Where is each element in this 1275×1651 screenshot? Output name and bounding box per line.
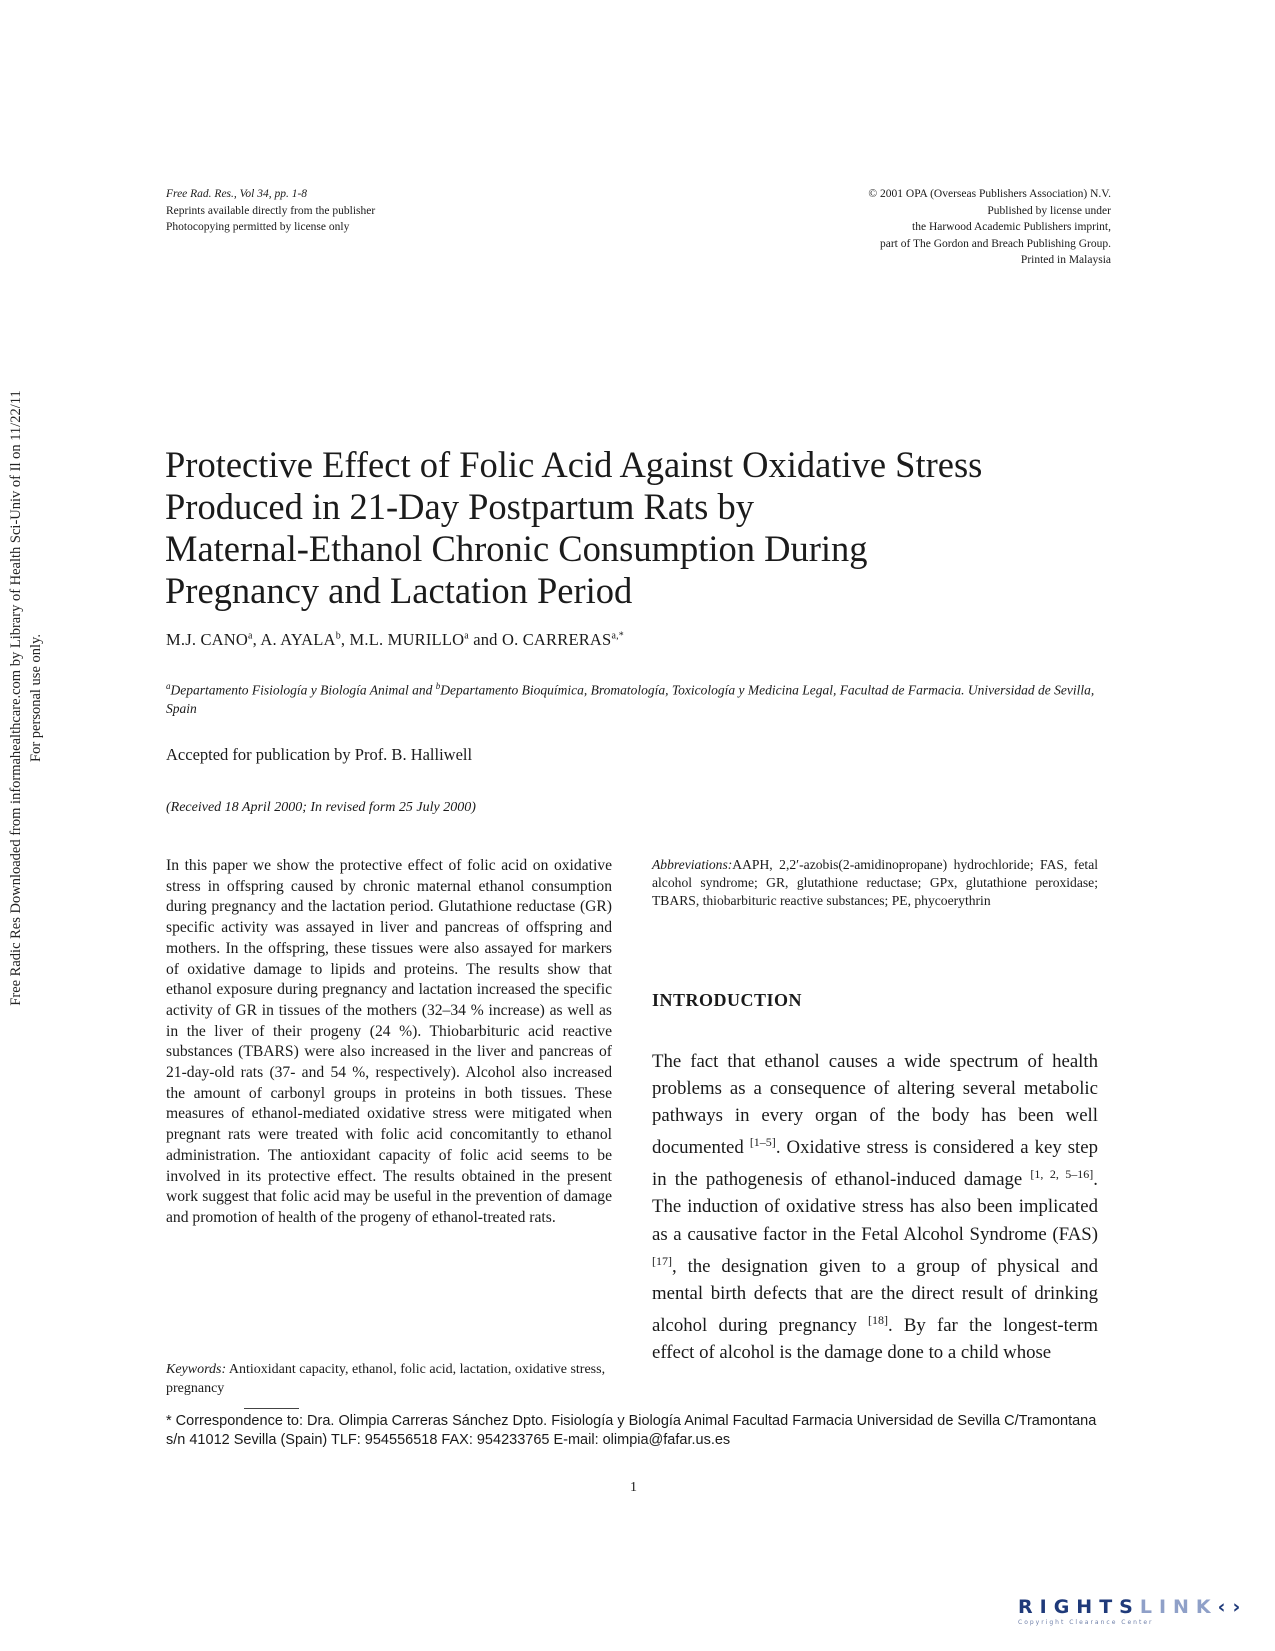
title-line: Pregnancy and Lactation Period <box>165 570 633 611</box>
intro-text: . The induction of oxidative stress has also been implicated as a causative factor in the Fetal Alcohol Syndrome (FAS) <box>652 1169 1098 1245</box>
author-affil-mark: a <box>248 630 253 642</box>
group-line: part of The Gordon and Breach Publishing Group. <box>879 237 1111 250</box>
rightslink-logo[interactable] <box>1018 1596 1248 1636</box>
citation: [17] <box>652 1253 672 1268</box>
copyright-line: © 2001 OPA (Overseas Publishers Association) N.V. <box>868 188 1111 200</box>
article-title <box>165 444 1125 612</box>
abbreviations-label: Abbreviations: <box>652 857 733 872</box>
download-line: Free Radic Res Downloaded from informahealthcare.com by Library of Health Sci-Univ of Il on 11/22/11 <box>8 390 24 1006</box>
abstract-text: In this paper we show the protective effect of folic acid on oxidative stress in offspring caused by chronic maternal ethanol consumption during pregnancy and the lactation period. Glutathione reductase (GR) specific activity was assayed in liver and pancreas of offspring and mothers. In the offspring, these tissues were also assayed for markers of oxidative damage to lipids and proteins. The results show that ethanol exposure during pregnancy and lactation increased the specific activity of GR in tissues of the mothers (32–34 % increase) as well as in the liver of their progeny (24 %). Thiobarbituric acid reactive substances (TBARS) were also increased in the liver and pancreas of 21-day-old rats (37- and 54 %, respectively). Alcohol also increased the amount of carbonyl groups in proteins in both tissues. These measures of ethanol-mediated oxidative stress were mitigated when pregnant rats were treated with folic acid concomitantly to ethanol administration. The antioxidant capacity of folic acid seems to be involved in its protective effect. The results obtained in the present work suggest that folic acid may be useful in the prevention of damage and promotion of health of the progeny of ethanol-treated rats. <box>166 857 612 1226</box>
introduction-heading: INTRODUCTION <box>652 990 803 1010</box>
author-affil-mark: a,* <box>611 630 624 642</box>
personal-use-line: For personal use only. <box>28 634 44 762</box>
photocopy-note: Photocopying permitted by license only <box>166 221 350 233</box>
author-name: O. CARRERAS <box>501 630 612 649</box>
author-separator: , <box>252 630 261 649</box>
author-separator: , <box>340 630 350 649</box>
license-line: Published by license under <box>987 204 1111 217</box>
download-watermark <box>6 178 78 1218</box>
introduction-text <box>652 1048 1098 1366</box>
abbreviations-text: AAPH, 2,2′-azobis(2-amidinopropane) hydrochloride; FAS, fetal alcohol syndrome; GR, glutathione reductase; GPx, glutathione peroxidase; TBARS, thiobarbituric reactive substances; PE, phycoerythrin <box>652 857 1098 908</box>
affil-mark: b <box>435 681 441 691</box>
affil-mark: a <box>166 681 171 691</box>
rightslink-wordmark <box>1018 1596 1248 1618</box>
printed-line: Printed in Malaysia <box>1020 254 1111 266</box>
keywords-label: Keywords: <box>166 1362 227 1377</box>
received-dates: (Received 18 April 2000; In revised form 25 July 2000) <box>166 800 476 815</box>
title-line: Produced in 21-Day Postpartum Rats by <box>165 486 755 527</box>
logo-rights: RIGHTS <box>1018 1596 1140 1618</box>
citation: [1, 2, 5–16] <box>1030 1167 1094 1182</box>
intro-text: , the designation given to a group of physical and mental birth defects that are the direct result of drinking alcohol during pregnancy <box>652 1255 1098 1336</box>
author-separator: and <box>468 630 502 649</box>
intro-text: . By far the longest-term effect of alcohol is the damage done to a child whose <box>652 1314 1099 1363</box>
keywords <box>166 1360 612 1398</box>
intro-text: The fact that ethanol causes a wide spectrum of health problems as a consequence of altering several metabolic pathways in every organ of the body has been well documented <box>652 1051 1098 1159</box>
author-affil-mark: a <box>464 630 469 642</box>
imprint-line: the Harwood Academic Publishers imprint, <box>912 221 1111 233</box>
journal-citation: Free Rad. Res., Vol 34, pp. 1-8 <box>166 188 308 200</box>
logo-subtitle: Copyright Clearance Center <box>1018 1619 1154 1626</box>
title-line: Maternal-Ethanol Chronic Consumption During <box>165 528 868 569</box>
journal-info <box>166 186 375 236</box>
citation: [18] <box>868 1312 889 1327</box>
intro-text: . Oxidative stress is considered a key step in the pathogenesis of ethanol-induced damage <box>652 1137 1098 1191</box>
logo-link: LINK <box>1139 1596 1218 1618</box>
author-name: A. AYALA <box>260 630 336 649</box>
correspondence-footnote: * Correspondence to: Dra. Olimpia Carreras Sánchez Dpto. Fisiología y Biología Animal Facultad Farmacia Universidad de Sevilla C/Tramontana s/n 41012 Sevilla (Spain) TLF: 954556518 FAX: 954233765 E-mail: olimpia@fafar.us.es <box>166 1413 1097 1448</box>
author-name: M.L. MURILLO <box>349 630 465 649</box>
affiliations <box>166 677 1096 718</box>
author-name: M.J. CANO <box>166 630 249 649</box>
citation: [1–5] <box>749 1135 776 1150</box>
footnote-rule <box>244 1408 299 1409</box>
abbreviations <box>652 856 1098 909</box>
publisher-info <box>868 186 1111 269</box>
title-line: Protective Effect of Folic Acid Against Oxidative Stress <box>165 444 983 485</box>
affil-dept-b: Departamento Bioquímica, Bromatología, Toxicología y Medicina Legal, Facultad de Farmacia. Universidad de Sevilla, Spain <box>166 682 1095 716</box>
author-list <box>166 630 624 650</box>
page-number: 1 <box>630 1480 637 1495</box>
logo-chevron-icon: ‹› <box>1217 1596 1248 1618</box>
author-affil-mark: b <box>335 630 341 642</box>
accepted-note: Accepted for publication by Prof. B. Halliwell <box>166 745 473 764</box>
keywords-text: Antioxidant capacity, ethanol, folic acid, lactation, oxidative stress, pregnancy <box>166 1362 606 1396</box>
affil-dept-a: Departamento Fisiología y Biología Animal and <box>170 682 436 698</box>
reprints-note: Reprints available directly from the publisher <box>166 204 376 217</box>
